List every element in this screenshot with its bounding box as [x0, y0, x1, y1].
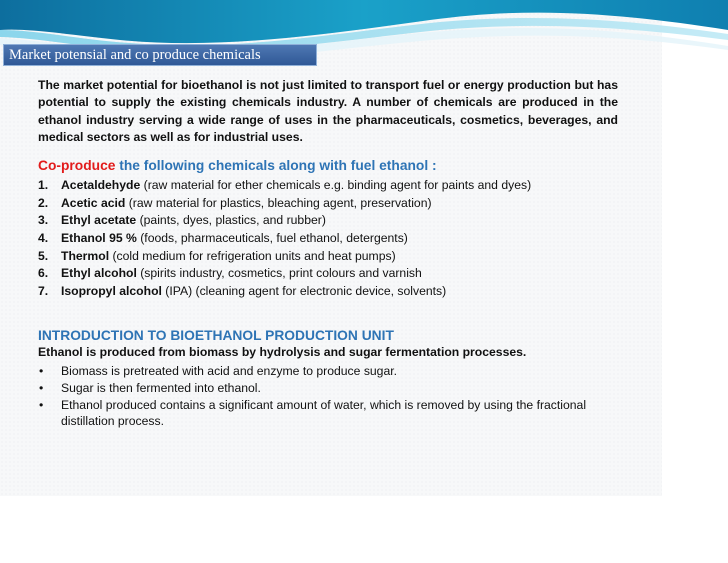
chemical-name: Thermol — [61, 248, 110, 263]
list-number: 5. — [38, 248, 49, 263]
list-number: 7. — [38, 283, 49, 298]
chemical-name: Acetaldehyde — [61, 178, 141, 193]
bullet-icon: • — [39, 364, 44, 379]
chemical-name: Acetic acid — [61, 195, 126, 210]
intro-paragraph: The market potential for bioethanol is not just limited to transport fuel or energy production but has potential to supply the existing chemicals industry. A number of chemicals are produced in the ethanol industry serving a wide range of uses in the pharmaceuticals, cosmetics, beverages, and medical sectors as well as for industrial uses. — [38, 78, 618, 144]
list-item — [38, 212, 618, 230]
list-item — [38, 283, 618, 301]
list-item — [38, 177, 618, 195]
chemical-description: (cold medium for refrigeration units and heat pumps) — [109, 248, 396, 263]
chemical-description: (IPA) (cleaning agent for electronic device, solvents) — [161, 283, 447, 298]
coproduce-heading — [38, 158, 618, 173]
list-item — [38, 265, 618, 283]
chemical-description: (raw material for plastics, bleaching agent, preservation) — [125, 195, 432, 210]
list-item — [38, 380, 618, 397]
step-text: Sugar is then fermented into ethanol. — [61, 380, 261, 395]
bullet-icon: • — [39, 380, 44, 395]
coproduce-highlight: Co-produce — [38, 158, 116, 174]
production-steps — [38, 363, 618, 429]
chemical-name: Ethyl alcohol — [61, 266, 137, 281]
list-item — [38, 397, 618, 430]
bullet-icon: • — [39, 397, 44, 412]
chemical-description: (paints, dyes, plastics, and rubber) — [136, 213, 326, 228]
list-item — [38, 230, 618, 248]
step-text: Ethanol produced contains a significant amount of water, which is removed by using the fractional distillation process. — [61, 397, 587, 429]
list-item — [38, 363, 618, 380]
slide-title: Market potensial and co produce chemicals — [3, 44, 317, 66]
list-number: 4. — [38, 230, 49, 245]
list-number: 6. — [38, 266, 49, 281]
chemical-name: Ethanol 95 % — [61, 230, 137, 245]
coproduce-heading-text: the following chemicals along with fuel ethanol : — [115, 158, 437, 174]
chemical-description: (spirits industry, cosmetics, print colours and varnish — [136, 266, 422, 281]
list-item — [38, 195, 618, 213]
chemical-description: (foods, pharmaceuticals, fuel ethanol, detergents) — [136, 230, 408, 245]
list-number: 1. — [38, 178, 49, 193]
production-lead: Ethanol is produced from biomass by hydrolysis and sugar fermentation processes. — [38, 345, 527, 360]
step-text: Biomass is pretreated with acid and enzyme to produce sugar. — [61, 364, 398, 379]
list-number: 2. — [38, 195, 49, 210]
chemical-name: Isopropyl alcohol — [61, 283, 162, 298]
slide-content — [38, 77, 618, 430]
chemical-list — [38, 177, 618, 300]
chemical-name: Ethyl acetate — [61, 213, 137, 228]
production-section-title: INTRODUCTION TO BIOETHANOL PRODUCTION UNIT — [38, 328, 394, 344]
list-number: 3. — [38, 213, 49, 228]
chemical-description: (raw material for ether chemicals e.g. binding agent for paints and dyes) — [140, 178, 532, 193]
list-item — [38, 248, 618, 266]
